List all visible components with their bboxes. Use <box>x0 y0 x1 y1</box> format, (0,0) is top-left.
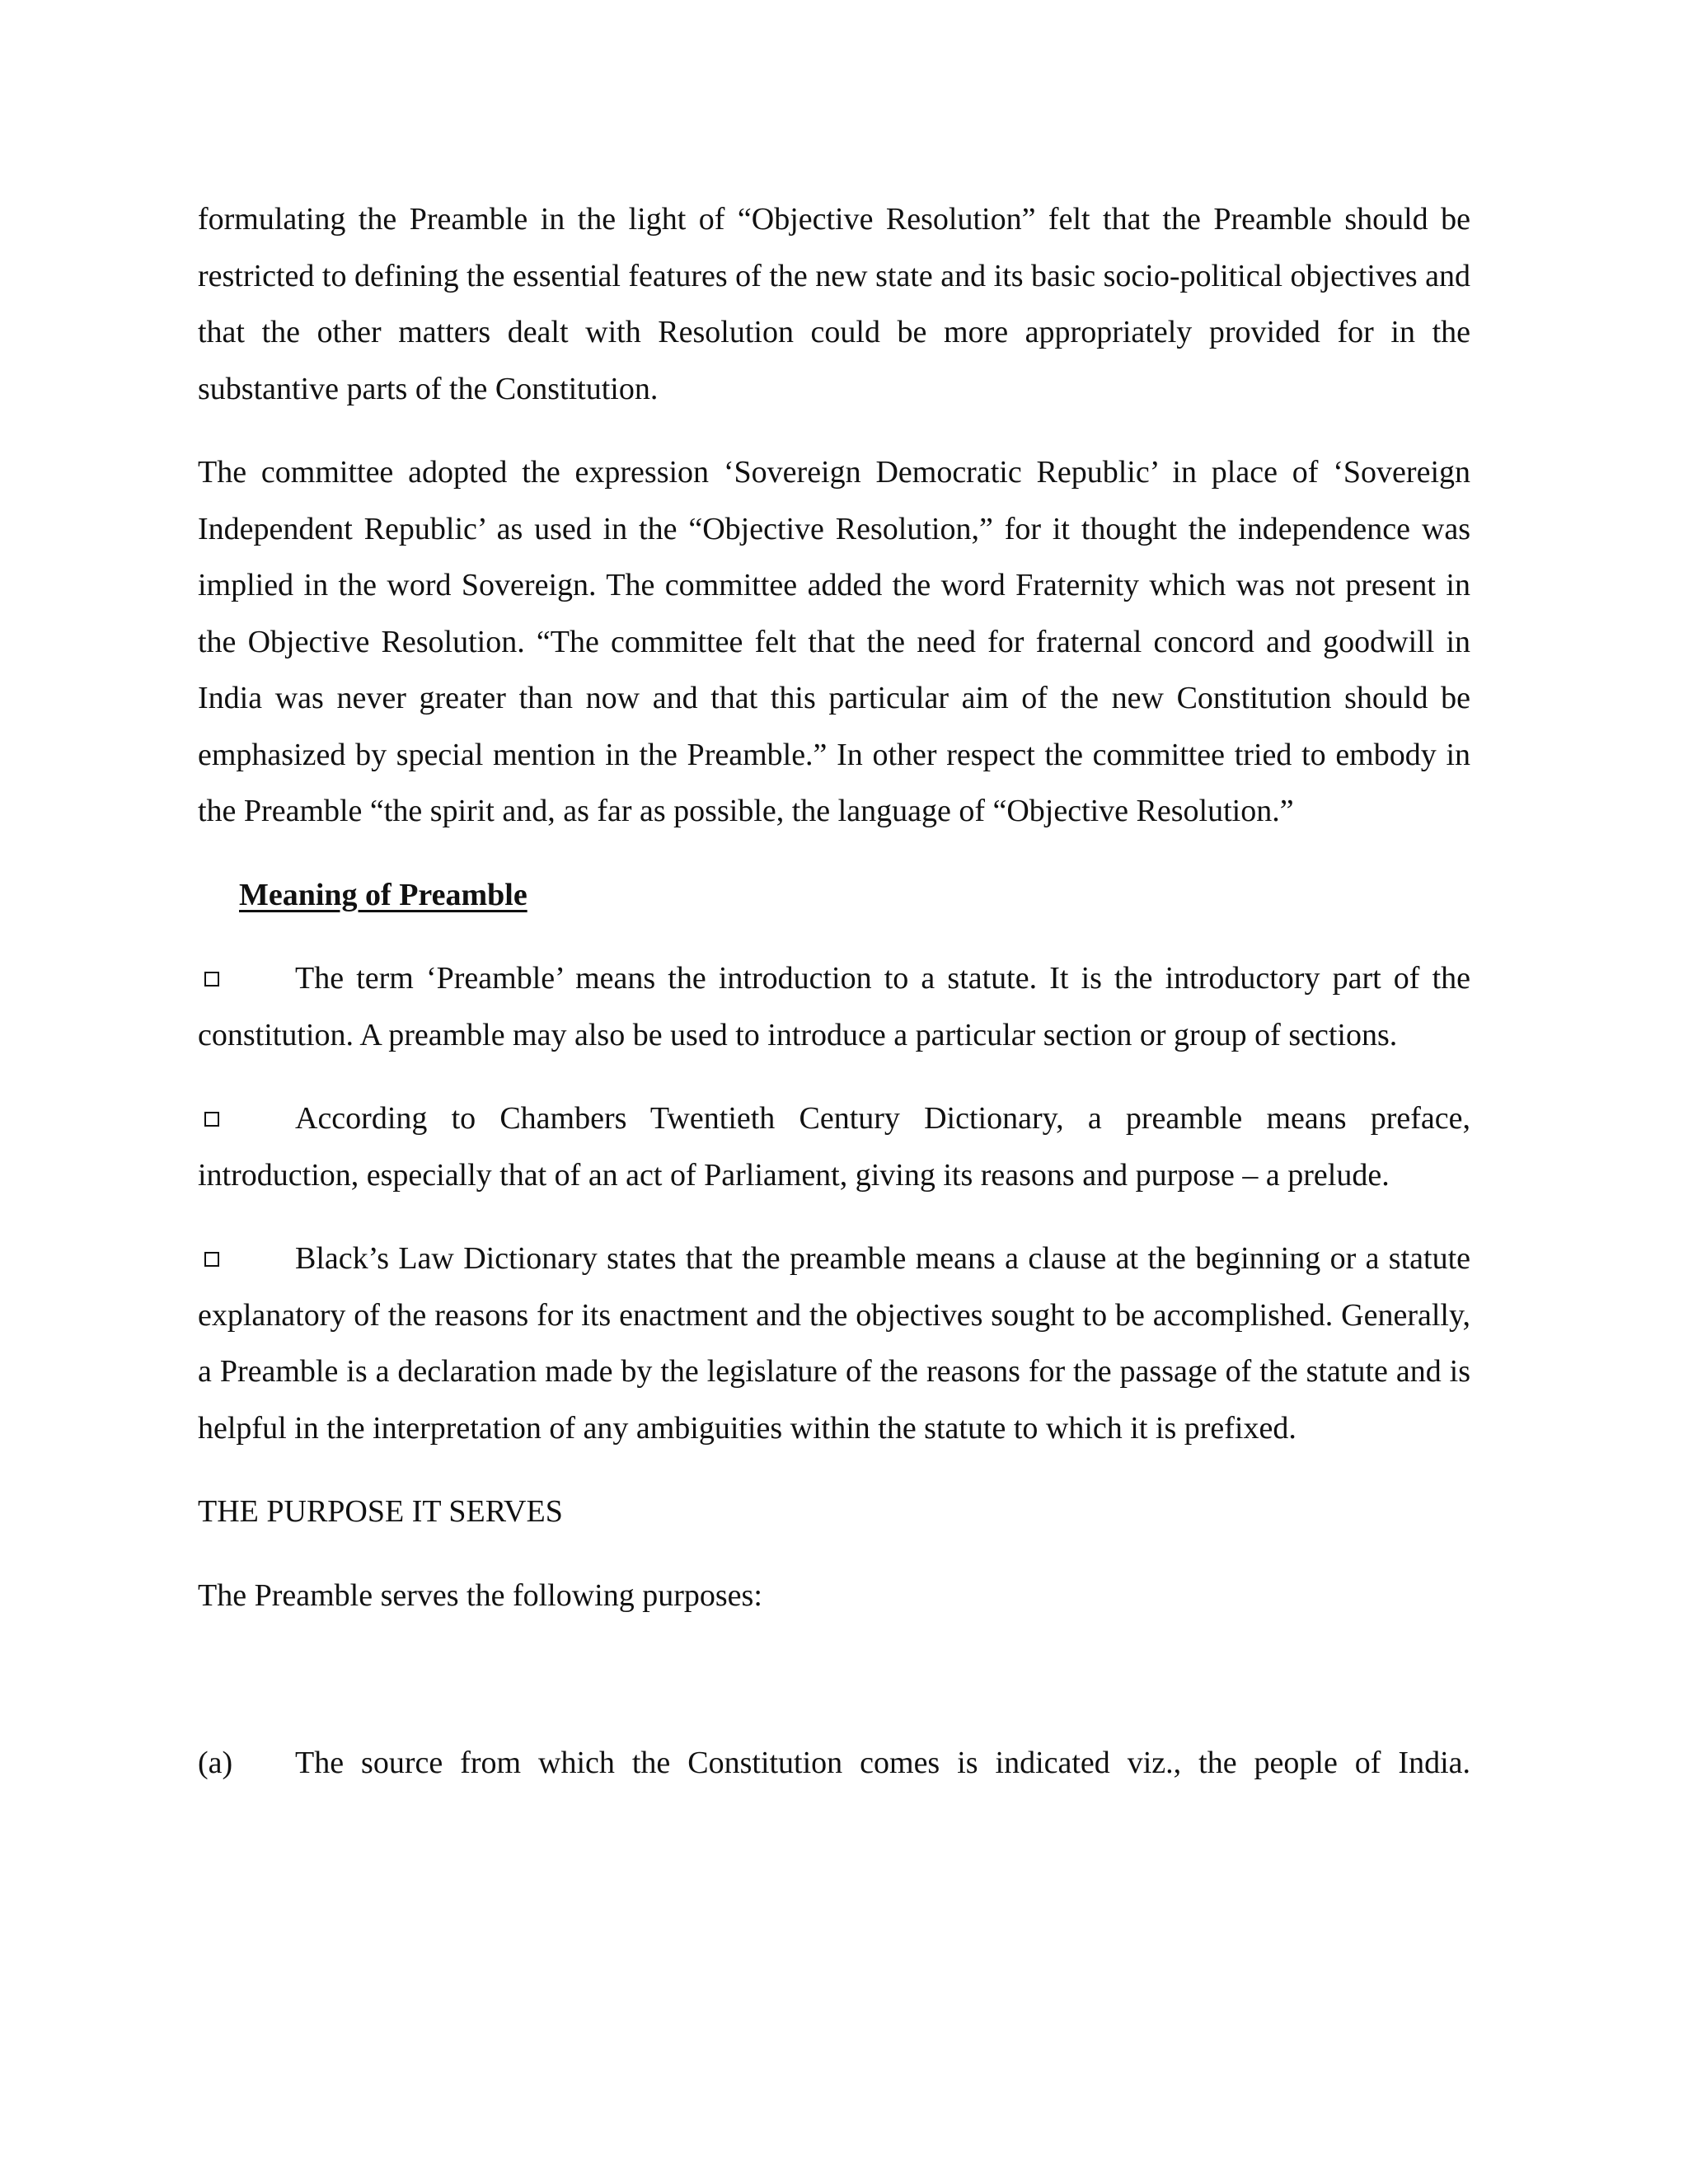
bullet-marker <box>198 1090 295 1147</box>
square-bullet-icon <box>204 1112 219 1127</box>
list-item-label: (a) <box>198 1746 233 1780</box>
paragraph-committee-expression: The committee adopted the expression ‘Sovereign Democratic Republic’ in place of ‘Sovereign Independent Republic’ as used in the “Objective Resolution,” for it thought the independence was implied in the word Sovereign. The committee added the word Fraternity which was not present in the Objective Resolution. “The committee felt that the need for fraternal concord and goodwill in India was never greater than now and that this particular aim of the new Constitution should be emphasized by special mention in the Preamble.” In other respect the committee tried to embody in the Preamble “the spirit and, as far as possible, the language of “Objective Resolution.” <box>198 455 1470 828</box>
section-heading-meaning: Meaning of Preamble <box>239 877 528 912</box>
square-bullet-icon <box>204 1252 219 1267</box>
bullet-marker <box>198 1230 295 1287</box>
list-item-text: The source from which the Constitution comes is indicated viz., the people of India. <box>295 1746 1470 1780</box>
section-heading-purpose: THE PURPOSE IT SERVES <box>198 1494 563 1529</box>
document-body <box>198 191 1470 1792</box>
purpose-intro: The Preamble serves the following purposes: <box>198 1577 762 1613</box>
bullet-text: The term ‘Preamble’ means the introduction to a statute. It is the introductory part of the constitution. A preamble may also be used to introduce a particular section or group of sections. <box>198 961 1470 1052</box>
bullet-item <box>198 1230 1470 1456</box>
square-bullet-icon <box>204 972 219 987</box>
bullet-text: Black’s Law Dictionary states that the preamble means a clause at the beginning or a statute explanatory of the reasons for its enactment and the objectives sought to be accomplished. Generally, a Preamble is a declaration made by the legislature of the reasons for the passage of the statute and is helpful in the interpretation of any ambiguities within the statute to which it is prefixed. <box>198 1241 1470 1446</box>
list-item <box>198 1735 1470 1792</box>
bullet-text: According to Chambers Twentieth Century Dictionary, a preamble means preface, introduction, especially that of an act of Parliament, giving its reasons and purpose – a prelude. <box>198 1101 1470 1193</box>
bullet-item <box>198 1090 1470 1203</box>
paragraph-objective-resolution: formulating the Preamble in the light of “Objective Resolution” felt that the Preamble should be restricted to defining the essential features of the new state and its basic socio-political objectives and that the other matters dealt with Resolution could be more appropriately provided for in the substantive parts of the Constitution. <box>198 202 1470 406</box>
bullet-marker <box>198 950 295 1007</box>
bullet-item <box>198 950 1470 1063</box>
